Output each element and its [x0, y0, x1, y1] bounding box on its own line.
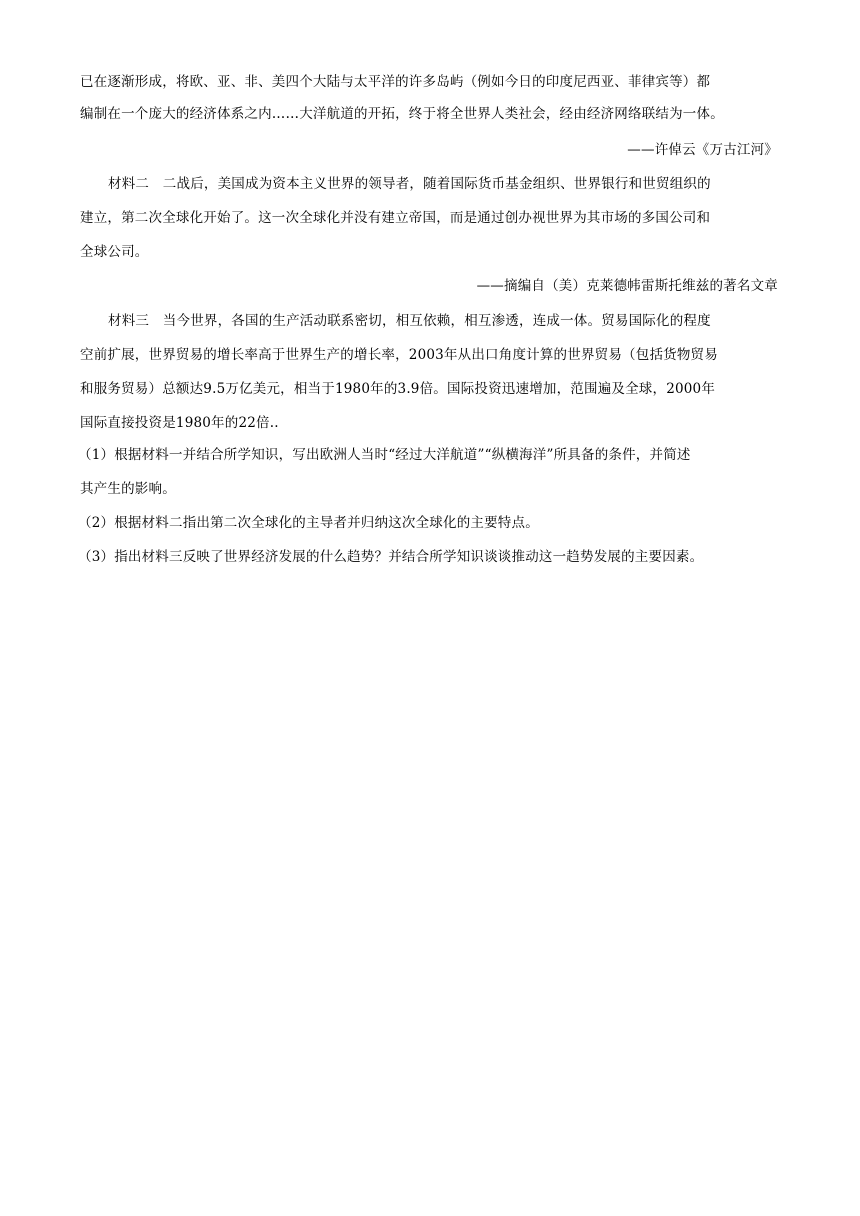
- question-2: （2）根据材料二指出第二次全球化的主导者并归纳这次全球化的主要特点。: [78, 515, 539, 531]
- material1-text-line1: 已在逐渐形成，将欧、亚、非、美四个大陆与太平洋的许多岛屿（例如今日的印度尼西亚、菲律宾等）都: [80, 74, 711, 90]
- material1-text-line2: 编制在一个庞大的经济体系之内……大洋航道的开拓，终于将全世界人类社会，经由经济网络联结为一体。: [80, 106, 724, 122]
- material3-text-line3: 和服务贸易）总额达9.5万亿美元，相当于1980年的3.9倍。国际投资迅速增加，范围遍及全球，2000年: [80, 381, 716, 397]
- material2-text-line1: 材料二 二战后，美国成为资本主义世界的领导者，随着国际货币基金组织、世界银行和世贸组织的: [108, 176, 711, 192]
- material3-text-line2: 空前扩展，世界贸易的增长率高于世界生产的增长率，2003年从出口角度计算的世界贸易（包括货物贸易: [80, 347, 718, 363]
- question-3: （3）指出材料三反映了世界经济发展的什么趋势？并结合所学知识谈谈推动这一趋势发展的主要因素。: [78, 549, 704, 565]
- question-1-line2: 其产生的影响。: [80, 481, 176, 497]
- material3-text-line4: 国际直接投资是1980年的22倍..: [80, 415, 279, 431]
- question-1-line1: （1）根据材料一并结合所学知识，写出欧洲人当时“经过大洋航道”“纵横海洋”所具备的条件，并简述: [78, 447, 691, 463]
- material2-text-line3: 全球公司。: [80, 244, 149, 260]
- material3-text-line1: 材料三 当今世界，各国的生产活动联系密切，相互依赖，相互渗透，连成一体。贸易国际化的程度: [108, 313, 711, 329]
- material1-source: ——许倬云《万古江河》: [627, 142, 778, 158]
- material2-text-line2: 建立，第二次全球化开始了。这一次全球化并没有建立帝国，而是通过创办视世界为其市场的多国公司和: [80, 210, 711, 226]
- material2-source: ——摘编自（美）克莱德帏雷斯托维兹的著名文章: [476, 278, 778, 294]
